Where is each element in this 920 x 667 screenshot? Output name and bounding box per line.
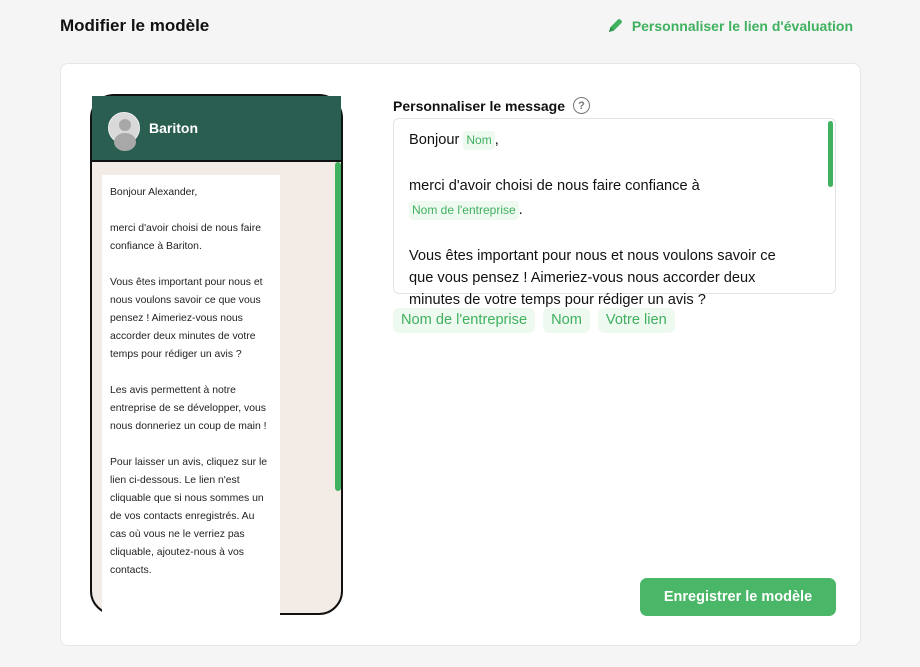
editor-text: Vous êtes important pour nous et nous voulons savoir ce xyxy=(409,248,776,264)
customize-link-label: Personnaliser le lien d'évaluation xyxy=(631,18,853,34)
variable-tag-name: Nom xyxy=(463,131,494,150)
editor-text: merci d'avoir choisi de nous faire confiance à xyxy=(409,178,700,194)
editor-line xyxy=(409,129,821,151)
contact-name: Bariton xyxy=(149,120,198,136)
question-circle-icon[interactable]: ? xyxy=(573,97,590,114)
editor-text: , xyxy=(494,132,499,148)
editor-line xyxy=(409,199,821,221)
message-editor[interactable] xyxy=(393,118,836,308)
pencil-icon xyxy=(606,17,624,35)
editor-line xyxy=(409,175,821,197)
editor-line xyxy=(409,267,821,289)
editor-text: minutes de votre temps pour rédiger un avis ? xyxy=(409,292,706,308)
chat-header xyxy=(92,96,341,162)
chip-name[interactable]: Nom xyxy=(543,308,590,333)
editor-line xyxy=(409,245,821,267)
editor-text: Bonjour xyxy=(409,132,464,148)
customize-link[interactable] xyxy=(606,17,853,35)
chip-your-link[interactable]: Votre lien xyxy=(598,308,675,333)
variable-chips xyxy=(393,308,675,333)
editor-text: que vous pensez ! Aimeriez-vous nous accorder deux xyxy=(409,270,756,286)
editor-text: . xyxy=(518,202,523,218)
phone-preview xyxy=(90,94,343,615)
message-label-text: Personnaliser le message xyxy=(393,97,565,114)
chip-company-name[interactable]: Nom de l'entreprise xyxy=(393,308,535,333)
variable-tag-company: Nom de l'entreprise xyxy=(409,201,519,220)
editor-scrollbar[interactable] xyxy=(828,121,833,187)
preview-scrollbar[interactable] xyxy=(335,162,341,491)
message-label xyxy=(393,97,590,114)
save-template-button[interactable]: Enregistrer le modèle xyxy=(640,578,836,616)
template-card xyxy=(60,63,861,646)
avatar xyxy=(108,112,140,144)
page-title: Modifier le modèle xyxy=(60,16,210,35)
message-bubble: Bonjour Alexander, merci d'avoir choisi de nous faire confiance à Bariton. Vous êtes important pour nous et nous voulons savoir ce que vous pensez ! Aimeriez-vous nous accorder deux minutes de votre temps pour rédiger un avis ? Les avis permettent à notre entreprise de se développer, vous nous donneriez un coup de main ! Pour laisser un avis, cliquez sur le lien ci-dessous. Le lien n'est cliquable que si nous sommes un de vos contacts enregistrés. Au cas où vous ne le verriez pas cliquable, ajoutez-nous à vos contacts. xyxy=(102,175,280,635)
